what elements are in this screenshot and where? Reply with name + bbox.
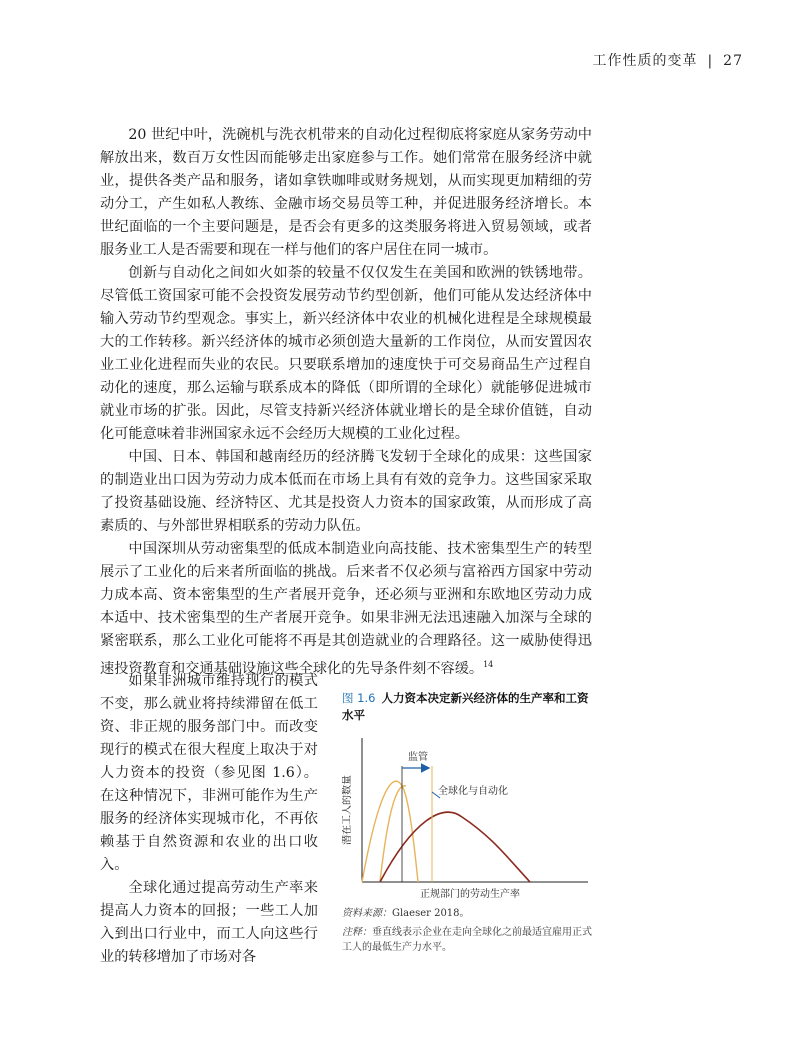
source-label: 资料来源： — [342, 908, 392, 919]
note-text: 垂直线表示企业在走向全球化之前最适宜雇用正式工人的最低生产力水平。 — [342, 927, 592, 953]
curve-after-globalization — [380, 812, 530, 882]
figure-label: 图 1.6 — [342, 691, 376, 705]
paragraph-4 — [100, 538, 592, 681]
left-column-text — [100, 670, 318, 969]
paragraph-3: 中国、日本、韩国和越南经历的经济腾飞发轫于全球化的成果：这些国家的制造业出口因为劳动力成本低而在市场上具有有效的竞争力。这些国家采取了投资基础设施、经济特区、尤其是投资人力资本的国家政策，从而形成了高素质的、与外部世界相联系的劳动力队伍。 — [100, 449, 592, 534]
note-label: 注释： — [342, 927, 372, 938]
y-axis-label: 潜在工人的数量 — [342, 775, 353, 845]
source-text: Glaeser 2018。 — [392, 908, 470, 919]
paragraph-1: 20 世纪中叶，洗碗机与洗衣机带来的自动化过程彻底将家庭从家务劳动中解放出来，数百万女性因而能够走出家庭参与工作。她们常常在服务经济中就业，提供各类产品和服务，诸如拿铁咖啡或财务规划，从而实现更加精细的劳动分工，产生如私人教练、金融市场交易员等工种，并促进服务经济增长。本世纪面临的一个主要问题是，是否会有更多的这类服务将进入贸易领域，或者服务业工人是否需要和现在一样与他们的客户居住在同一城市。 — [100, 127, 592, 258]
running-header — [592, 50, 743, 70]
figure-note — [342, 925, 594, 955]
figure-title — [342, 690, 594, 724]
figure-1-6 — [342, 690, 594, 955]
paragraph-2: 创新与自动化之间如火如荼的较量不仅仅发生在美国和欧洲的铁锈地带。尽管低工资国家可能不会投资发展劳动节约型创新，他们可能从发达经济体中输入劳动节约型观念。事实上，新兴经济体中农业的机械化进程是全球规模最大的工作转移。新兴经济体的城市必须创造大量新的工作岗位，从而安置因农业工业化进程而失业的农民。只要联系增加的速度快于可交易商品生产过程自动化的速度，那么运输与联系成本的降低（即所谓的全球化）就能够促进城市就业市场的扩张。因此，尽管支持新兴经济体就业增长的是全球价值链，自动化可能意味着非洲国家永远不会经历大规模的工业化过程。 — [100, 265, 592, 442]
figure-title-text: 人力资本决定新兴经济体的生产率和工资水平 — [342, 691, 589, 722]
header-separator: | — [707, 53, 714, 69]
left-paragraph-1: 如果非洲城市维持现行的模式不变，那么就业将持续滞留在低工资、非正规的服务部门中。而改变现行的模式在很大程度上取决于对人力资本的投资（参见图 1.6）。在这种情况下，非洲可能作为生产服务的经济体实现城市化，不再依赖基于自然资源和农业的出口收入。 — [100, 673, 318, 873]
figure-chart — [342, 732, 594, 902]
annotation-regulation: 监管 — [408, 752, 428, 763]
main-body-text — [100, 124, 592, 681]
header-title: 工作性质的变革 — [592, 53, 698, 69]
paragraph-4-text: 中国深圳从劳动密集型的低成本制造业向高技能、技术密集型生产的转型展示了工业化的后来者所面临的挑战。后来者不仅必须与富裕西方国家中劳动力成本高、资本密集型的生产者展开竞争，还必须与亚洲和东欧地区劳动力成本适中、技术密集型的生产者展开竞争。如果非洲无法迅速融入加深与全球的紧密联系，那么工业化可能将不再是其创造就业的合理路径。这一威胁使得迅速投资教育和交通基础设施这些全球化的先导条件刻不容缓。 — [100, 541, 592, 677]
annotation-globalization: 全球化与自动化 — [438, 786, 508, 797]
x-axis-label: 正规部门的劳动生产率 — [420, 889, 520, 900]
left-paragraph-2: 全球化通过提高劳动生产率来提高人力资本的回报；一些工人加入到出口行业中，而工人向这些行业的转移增加了市场对各 — [100, 880, 318, 965]
figure-source — [342, 906, 594, 921]
page-number: 27 — [723, 53, 743, 69]
curve-before-globalization — [362, 781, 418, 882]
footnote-ref: 14 — [483, 660, 494, 669]
